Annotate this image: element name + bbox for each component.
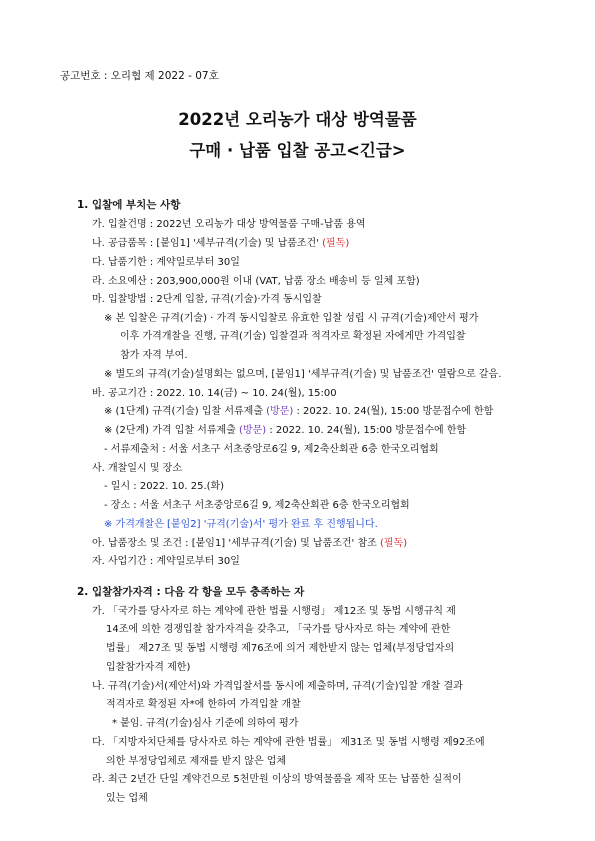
page-title-line1: 2022년 오리농가 대상 방역물품 xyxy=(178,110,417,129)
s1-item-a-text: 아. 납품장소 및 조건 : [붙임1] '세부규격(기술) 및 납품조건' 참조 xyxy=(92,538,377,549)
s2-item-na-cont: 적격자로 확정된 자*에 한하여 가격입찰 개찰 xyxy=(106,699,301,710)
s1-submit-place: - 서류제출처 : 서울 서초구 서초중앙로6길 9, 제2축산회관 6층 한국오리협회 xyxy=(104,444,439,455)
section1-heading: 1. 입찰에 부치는 사항 xyxy=(77,199,181,211)
s2-item-ga: 가. 「국가를 당사자로 하는 계약에 관한 법률 시행령」 제12조 및 동법 시행규칙 제 xyxy=(92,606,456,617)
s2-item-da: 다. 「지방자치단체를 당사자로 하는 계약에 관한 법률」 제31조 및 동법 시행령 제92조에 xyxy=(92,737,485,748)
s1-item-ba: 바. 공고기간 : 2022. 10. 14(금) ~ 10. 24(월), 15:00 xyxy=(92,388,337,399)
section2-heading: 2. 입찰참가자격 : 다음 각 항을 모두 충족하는 자 xyxy=(77,586,305,598)
s1-note-2: ※ 별도의 규격(기술)설명회는 없으며, [붙임1] '세부규격(기술) 및 납품조건' 열람으로 갈음. xyxy=(104,369,502,380)
s2-item-ra: 라. 최근 2년간 단일 계약건으로 5천만원 이상의 방역물품을 제작 또는 납품한 실적이 xyxy=(92,774,462,785)
stage2-date: : 2022. 10. 24(월), 15:00 방문접수에 한함 xyxy=(269,425,467,436)
notice-number: 공고번호 : 오리협 제 2022 - 07호 xyxy=(60,70,219,82)
s1-item-ra: 라. 소요예산 : 203,900,000원 이내 (VAT, 납품 장소 배송비 등 일체 포함) xyxy=(92,276,420,287)
s1-item-da: 다. 납품기한 : 계약일로부터 30일 xyxy=(92,257,240,268)
s1-item-na xyxy=(92,238,349,250)
s1-item-na-text: 나. 공급품목 : [붙임1] '세부규격(기술) 및 납품조건' xyxy=(92,238,319,249)
s1-open-place: - 장소 : 서울 서초구 서초중앙로6길 9, 제2축산회관 6층 한국오리협회 xyxy=(104,500,410,511)
s2-item-da-cont: 의한 부정당업체로 제재를 받지 않은 업체 xyxy=(106,756,287,767)
s1-item-sa: 사. 개찰일시 및 장소 xyxy=(92,463,182,474)
must-read-badge: (필독) xyxy=(322,238,350,249)
s2-item-ga-cont1: 14조에 의한 경쟁입찰 참가자격을 갖추고, 「국가를 당사자로 하는 계약에 관한 xyxy=(106,624,451,635)
stage1-label: ※ (1단계) 규격(기술) 입찰 서류제출 xyxy=(104,406,263,417)
s1-note-1-cont1: 이후 가격개찰을 진행, 규격(기술) 입찰결과 적격자로 확정된 자에게만 가격입찰 xyxy=(120,331,466,342)
s1-note-stage1 xyxy=(104,406,493,418)
s2-item-ga-cont3: 입찰참가자격 제한) xyxy=(106,662,191,673)
s1-item-ma: 마. 입찰방법 : 2단계 입찰, 규격(기술)·가격 동시입찰 xyxy=(92,294,322,305)
stage1-date: : 2022. 10. 24(월), 15:00 방문접수에 한함 xyxy=(296,406,494,417)
s1-note-1-cont2: 참가 자격 부여. xyxy=(120,350,188,361)
s1-open-date: - 일시 : 2022. 10. 25.(화) xyxy=(104,481,225,492)
s1-item-a xyxy=(92,538,407,550)
s1-note-1: ※ 본 입찰은 규격(기술) · 가격 동시입찰로 유효한 입찰 성립 시 규격(기술)제안서 평가 xyxy=(104,313,479,324)
s2-item-na: 나. 규격(기술)서(제안서)와 가격입찰서를 동시에 제출하며, 규격(기술)입찰 개찰 결과 xyxy=(92,681,463,692)
stage2-label: ※ (2단계) 가격 입찰 서류제출 xyxy=(104,425,236,436)
must-read-badge: (필독) xyxy=(380,538,408,549)
s1-item-ga: 가. 입찰건명 : 2022년 오리농가 대상 방역물품 구매-납품 용역 xyxy=(92,219,366,230)
s1-price-open-note: ※ 가격개찰은 [붙임2] '규격(기술)서' 평가 완료 후 진행됩니다. xyxy=(104,519,378,530)
page-title-line2: 구매 · 납품 입찰 공고<긴급> xyxy=(189,141,406,160)
s2-item-ra-cont: 있는 업체 xyxy=(106,793,148,804)
s1-note-stage2 xyxy=(104,425,466,437)
s1-item-ja: 자. 사업기간 : 계약일로부터 30일 xyxy=(92,556,240,567)
visit-badge: (방문) xyxy=(266,406,294,417)
s2-item-ga-cont2: 법률」 제27조 및 동법 시행령 제76조에 의거 제한받지 않는 업체(부정당업자의 xyxy=(106,643,455,654)
visit-badge: (방문) xyxy=(239,425,267,436)
s2-item-na-note: * 붙임. 규격(기술)심사 기준에 의하여 평가 xyxy=(112,718,299,729)
